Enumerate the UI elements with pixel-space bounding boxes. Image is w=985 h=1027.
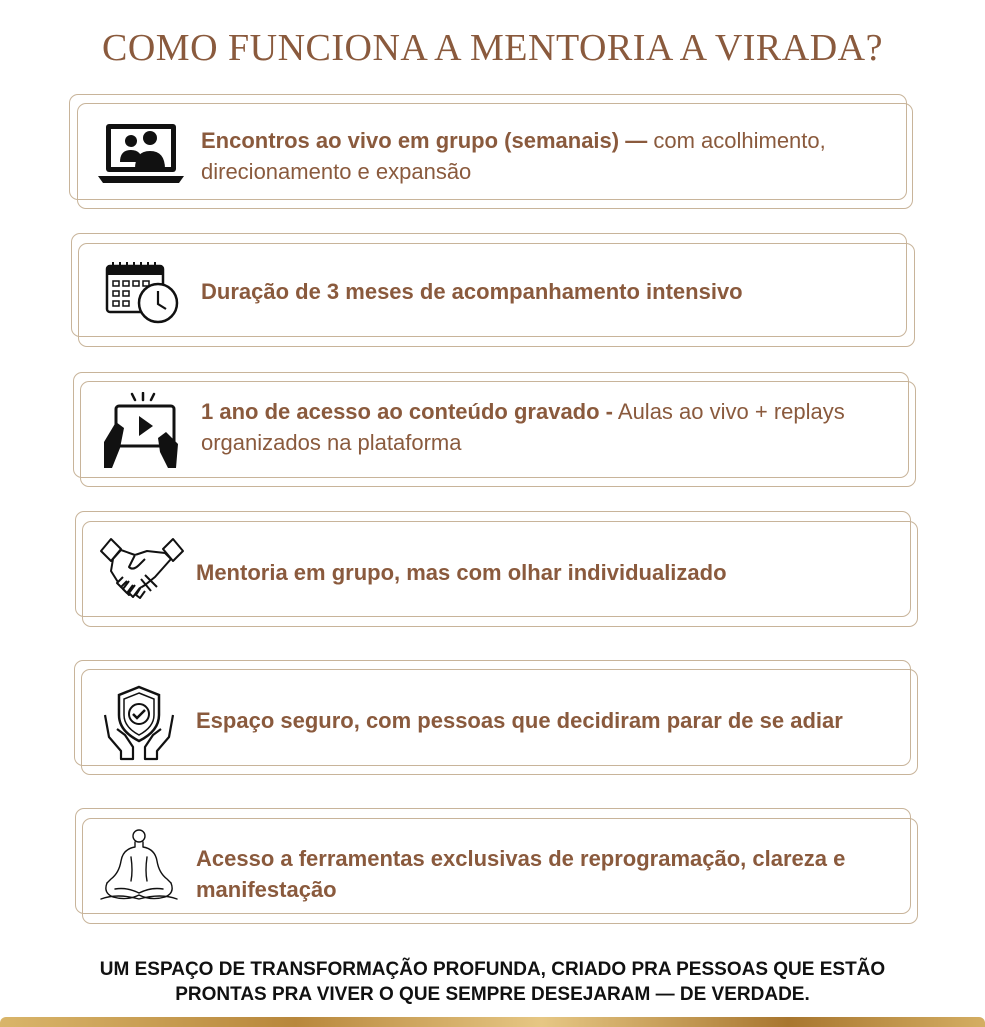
feature-text: Mentoria em grupo, mas com olhar individualizado <box>196 560 727 585</box>
meditation-icon <box>97 827 181 907</box>
feature-text: Espaço seguro, com pessoas que decidiram parar de se adiar <box>196 708 843 733</box>
feature-text: Acesso a ferramentas exclusivas de reprogramação, clareza e manifestação <box>196 846 846 902</box>
tablet-play-icon <box>102 392 180 470</box>
gold-bar-decoration <box>0 1017 985 1027</box>
footer-line-1: UM ESPAÇO DE TRANSFORMAÇÃO PROFUNDA, CRIADO PRA PESSOAS QUE ESTÃO <box>99 959 886 980</box>
feature-text: 1 ano de acesso ao conteúdo gravado - Aulas ao vivo + replays organizados na plataforma <box>201 399 845 455</box>
handshake-icon <box>99 537 185 607</box>
shield-hands-icon <box>101 685 177 761</box>
calendar-clock-icon <box>104 261 182 327</box>
footer-line-2: PRONTAS PRA VIVER O QUE SEMPRE DESEJARAM — DE VERDADE. <box>175 984 810 1005</box>
footer-tagline <box>0 957 985 1007</box>
feature-text: Encontros ao vivo em grupo (semanais) — com acolhimento, direcionamento e expansão <box>201 128 826 184</box>
video-call-group-icon <box>98 122 184 186</box>
page-title: COMO FUNCIONA A MENTORIA A VIRADA? <box>102 27 883 69</box>
feature-text: Duração de 3 meses de acompanhamento intensivo <box>201 279 743 304</box>
